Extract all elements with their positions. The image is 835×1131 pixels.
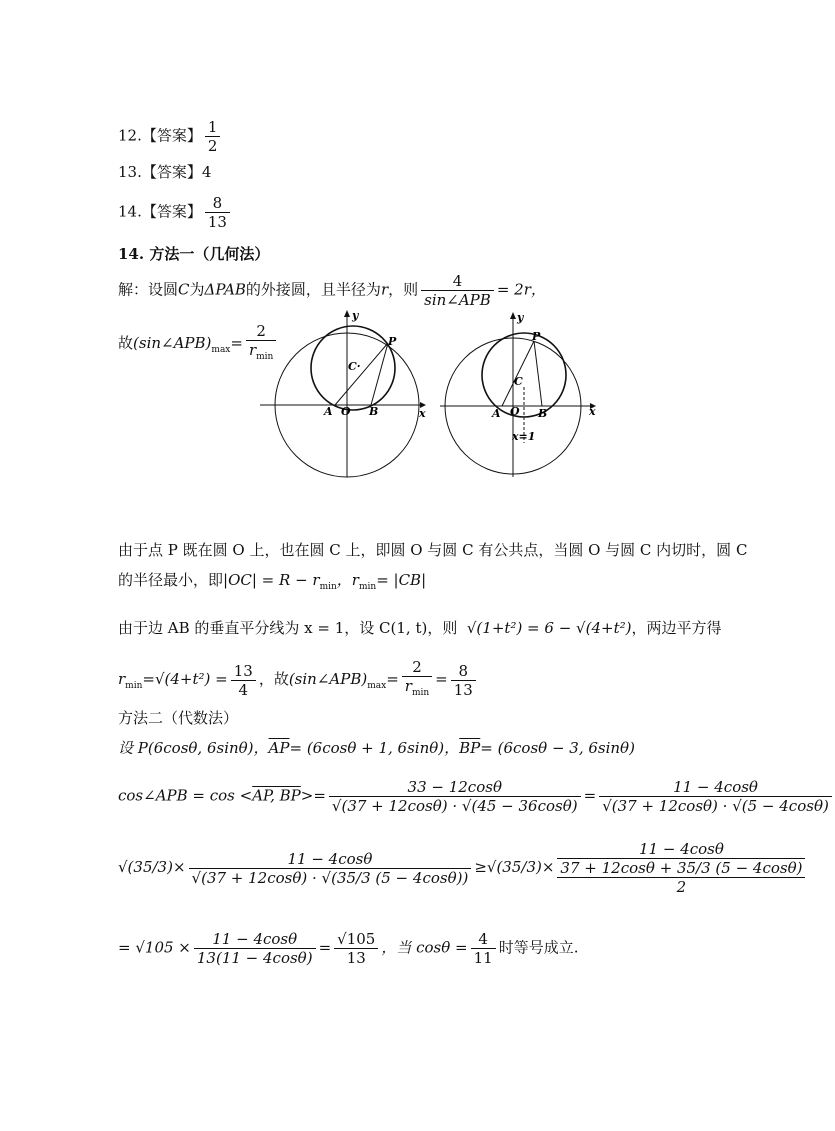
answer-number: 14. — [118, 202, 142, 221]
vec-bp-value: = (6cosθ − 3, 6sinθ) — [480, 739, 635, 757]
rmin: r — [118, 670, 126, 688]
figure-2 — [440, 305, 605, 480]
answer-tag: 【答案】 — [141, 202, 202, 221]
cos-frac-1: $\frac{33 - 12\cos\theta}{√(37 + 12\cos\theta) \cdot √(45 - 36\cos\theta)}$ — [329, 778, 581, 815]
triangle-pab: ΔPAB — [204, 280, 246, 299]
y-axis-arrow — [344, 310, 350, 317]
ineq-frac-1: $\frac{11 - 4\cos\theta}{√(37 + 12\cos\theta) \cdot √(35/3 (5 - 4\cos\theta))}$ — [189, 850, 472, 887]
gu-text: ，故 — [258, 670, 289, 688]
segment-ap — [502, 341, 534, 406]
method2-title: 方法二（代数法） — [118, 709, 239, 727]
label-a: A — [492, 407, 501, 420]
oc-relation: |OC| = R − r — [223, 571, 320, 589]
answer-tag: 【答案】 — [141, 163, 202, 181]
intro-is: 为 — [189, 280, 205, 299]
set-p-line — [118, 738, 635, 758]
answer-fraction — [205, 118, 221, 155]
therefore-text: 故 — [118, 334, 134, 352]
para2-line — [118, 618, 721, 638]
ineq-sqrt: √(35/3) — [118, 858, 173, 876]
label-c: C — [514, 375, 523, 388]
method1-title: 14. 方法一（几何法） — [118, 245, 270, 263]
frac-8-13: $\frac{8}{13}$ — [451, 662, 476, 699]
answer-number: 12. — [118, 126, 142, 145]
numerator: 2 — [246, 322, 276, 341]
label-b: B — [369, 405, 379, 418]
label-c: C· — [348, 360, 361, 373]
final-result: $\frac{√105}{13}$ — [334, 930, 378, 967]
para2-end: ，两边平方得 — [631, 619, 722, 637]
final-cos-value: $\frac{4}{11}$ — [471, 930, 496, 967]
denominator: 2 — [207, 137, 218, 155]
cos-vectors: AP, BP — [252, 786, 301, 805]
label-o: O — [510, 405, 520, 418]
eq-2r: = 2r， — [496, 280, 546, 299]
para1-line1: 由于点 P 既在圆 O 上，也在圆 C 上，即圆 O 与圆 C 有公共点，当圆 O 与圆 C 内切时，圆 C — [118, 541, 748, 559]
ineq-frac-2: 11 − 4cosθ 37 + 12cosθ + 35/3 (5 − 4cosθ) 2 — [557, 840, 805, 896]
segment-ap — [335, 343, 388, 405]
figure-1 — [260, 305, 430, 480]
vec-bp: $\overline{BP}$ — [459, 739, 481, 757]
intro-circum: 的外接圆，且半径为 — [245, 280, 381, 299]
four-over-sin-fraction — [421, 272, 494, 309]
cos-gt: >= — [300, 786, 326, 805]
answer-fraction — [205, 194, 230, 231]
denominator: sin∠APB — [424, 291, 491, 309]
sin-max: (sin∠APB) — [133, 334, 212, 352]
solution-intro-line — [118, 272, 546, 309]
cos-line: cos∠APB = cos <AP, BP>= $\frac{33 - 12\cos\theta}{√(37 + 12\cos\theta) \cdot √(45 - 36\cos\theta)}$ = $\frac{11 - 4\cos\theta}{√(37 + 12\cos\theta) \cdot √(5 - 4\cos\theta)}$ — [118, 778, 835, 815]
label-p: P — [532, 330, 541, 343]
para2-text: 由于边 AB 的垂直平分线为 x = 1，设 C(1, t)，则 — [118, 619, 458, 637]
rmin-line: $r_{min}=√(4+t^2)$ = $\frac{13}{4}$ ，故$(\sin\angle APB)_{max}=$ $\frac{2}{r_{min}}$ = $\frac{8}{13}$ — [118, 658, 479, 702]
final-line: = √105 × $\frac{11 - 4\cos\theta}{13(11 - 4\cos\theta)}$ = $\frac{√105}{13}$ ，当 cosθ = $\frac{4}{11}$ 时等号成立. — [118, 930, 579, 967]
vec-ap-value: = (6cosθ + 1, 6sinθ)， — [289, 739, 460, 757]
para2-equation: √(1+t²) = 6 − √(4+t²) — [466, 619, 632, 637]
max-subscript: max — [211, 345, 231, 355]
rmin-label: ，r — [336, 571, 359, 589]
final-lhs: = √105 × — [118, 938, 191, 957]
label-y: y — [517, 311, 524, 324]
label-x1: x=1 — [512, 430, 536, 443]
circle-c: C — [178, 280, 190, 299]
inequality-line: √(35/3)× $\frac{11 - 4\cos\theta}{√(37 + 12\cos\theta) \cdot √(35/3 (5 - 4\cos\theta))}$ ≥√(35/3)× 11 − 4cosθ 37 + 12cosθ + 35/3 (5 − 4cosθ) 2 — [118, 840, 808, 896]
answer-number: 13. — [118, 163, 142, 181]
vec-ap: $\overline{AP}$ — [268, 739, 290, 757]
cos-lhs: cos∠APB = cos < — [118, 786, 253, 805]
set-p: 设 P(6cosθ, 6sinθ)， — [118, 739, 269, 757]
numerator: 4 — [421, 272, 494, 291]
label-o: O — [341, 405, 351, 418]
segment-bp — [534, 341, 542, 406]
cos-frac-2: $\frac{11 - 4\cos\theta}{√(37 + 12\cos\theta) \cdot √(5 - 4\cos\theta)}$ — [599, 778, 832, 815]
final-end: 时等号成立. — [498, 938, 579, 957]
label-a: A — [324, 405, 333, 418]
answer-tag: 【答案】 — [141, 126, 202, 145]
two-over-rmin-2: $\frac{2}{r_{min}}$ — [402, 658, 432, 702]
answer-value: 4 — [201, 163, 212, 181]
para1-text: 的半径最小，即 — [118, 571, 224, 589]
numerator: 1 — [205, 118, 221, 137]
frac-13-4: $\frac{13}{4}$ — [231, 662, 256, 699]
cb-relation: = |CB| — [376, 571, 427, 589]
label-x: x — [419, 407, 426, 420]
final-frac: $\frac{11 - 4\cos\theta}{13(11 - 4\cos\theta)}$ — [194, 930, 316, 967]
label-b: B — [538, 407, 548, 420]
final-when: ，当 cosθ = — [381, 938, 468, 957]
intro-then: ，则 — [388, 280, 419, 299]
label-p: P — [388, 335, 397, 348]
rmin-value: =√(4+t²) = — [142, 670, 228, 688]
answer-13 — [118, 162, 211, 182]
numerator: 8 — [205, 194, 230, 213]
answer-12 — [118, 118, 223, 155]
label-x: x — [589, 405, 596, 418]
label-y: y — [352, 309, 359, 322]
y-axis-arrow — [510, 312, 516, 319]
para1-line2: 的半径最小，即$|OC| = R - r_{min}$，$r_{min}= |CB|$ — [118, 571, 427, 592]
denominator: $r_{min}$ — [248, 341, 274, 362]
answer-14 — [118, 194, 233, 231]
intro-text: 解：设圆 — [118, 280, 179, 299]
denominator: 13 — [207, 213, 227, 231]
therefore-line — [118, 322, 279, 366]
radius-r: r — [380, 280, 389, 299]
ineq-ge: ≥ — [474, 858, 487, 876]
eq-sign: = — [230, 334, 243, 352]
